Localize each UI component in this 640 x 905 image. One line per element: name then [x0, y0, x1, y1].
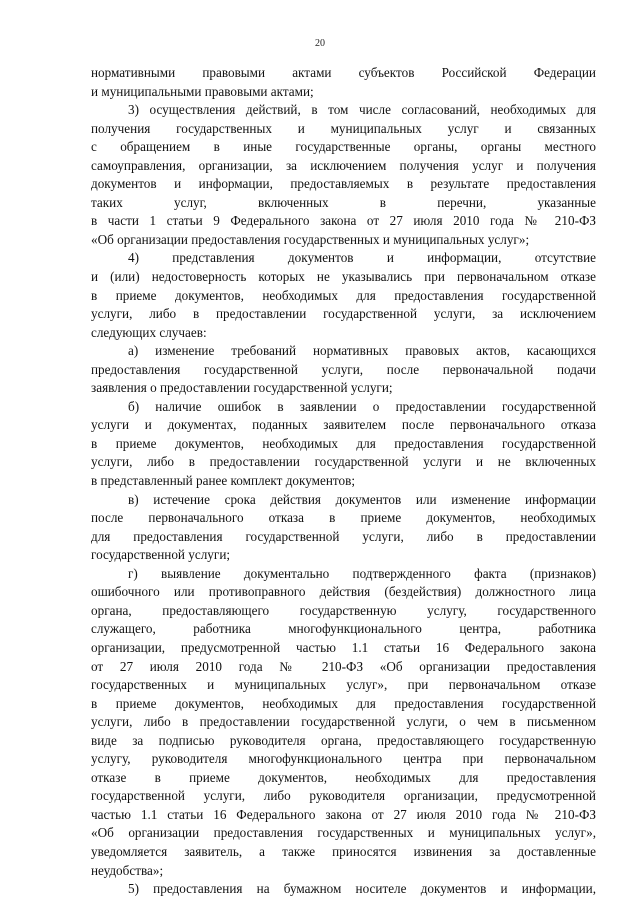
text-line: предоставления государственной услуги, после первоначальной подачи: [91, 361, 596, 377]
text-line: уведомляется заявитель, а также приносятся извинения за доставленные: [91, 843, 596, 859]
text-line: «Об организации предоставления государственных и муниципальных услуг»,: [91, 825, 596, 841]
page-number: 20: [315, 38, 325, 49]
text-line: в представленный ранее комплект документов;: [91, 473, 355, 489]
text-line: а) изменение требований нормативных правовых актов, касающихся: [128, 343, 596, 359]
text-line: получения государственных и муниципальных услуг и связанных: [91, 120, 596, 136]
text-line: ошибочного или противоправного действия (бездействия) должностного лица: [91, 584, 596, 600]
text-line: частью 1.1 статьи 16 Федерального закона от 27 июля 2010 года № 210-ФЗ: [91, 806, 596, 822]
text-line: и (или) недостоверность которых не указывались при первоначальном отказе: [91, 269, 596, 285]
text-line: органа, предоставляющего государственную услугу, государственного: [91, 602, 596, 618]
text-line: виде за подписью руководителя органа, предоставляющего государственную: [91, 732, 596, 748]
text-line: г) выявление документально подтвержденного факта (признаков): [128, 565, 596, 581]
text-line: документов и информации, предоставляемых в результате предоставления: [91, 176, 596, 192]
text-line: государственной услуги;: [91, 547, 231, 563]
text-line: в приеме документов, необходимых для предоставления государственной: [91, 695, 596, 711]
text-line: следующих случаев:: [91, 324, 207, 340]
text-line: б) наличие ошибок в заявлении о предоставлении государственной: [128, 398, 596, 414]
text-line: услугу, руководителя многофункционального центра при первоначальном: [91, 751, 596, 767]
text-line: в части 1 статьи 9 Федерального закона от 27 июля 2010 года № 210-ФЗ: [91, 213, 596, 229]
text-line: в приеме документов, необходимых для предоставления государственной: [91, 287, 596, 303]
document-body: [91, 64, 596, 899]
text-line: в приеме документов, необходимых для предоставления государственной: [91, 435, 596, 451]
text-line: нормативными правовыми актами субъектов Российской Федерации: [91, 65, 596, 80]
text-line: таких услуг, включенных в перечни, указанные: [91, 194, 596, 210]
text-line: для предоставления государственной услуги, либо в предоставлении: [91, 528, 596, 544]
text-line: организации, предусмотренной частью 1.1 статьи 16 Федерального закона: [91, 639, 596, 655]
text-line: услуги, либо в предоставлении государственной услуги, о чем в письменном: [91, 714, 596, 730]
text-line: неудобства»;: [91, 862, 164, 878]
text-line: 4) представления документов и информации, отсутствие: [128, 250, 596, 266]
text-line: 3) осуществления действий, в том числе согласований, необходимых для: [128, 102, 596, 118]
text-line: услуги, либо в предоставлении государственной услуги, за исключением: [91, 306, 596, 322]
text-line: «Об организации предоставления государственных и муниципальных услуг»;: [91, 231, 530, 247]
text-line: самоуправления, организации, за исключением получения услуг и получения: [91, 157, 596, 173]
text-line: государственных и муниципальных услуг», при первоначальном отказе: [91, 677, 596, 693]
text-line: отказе в приеме документов, необходимых для предоставления: [91, 769, 596, 785]
text-line: от 27 июля 2010 года № 210-ФЗ «Об организации предоставления: [91, 658, 596, 674]
text-line: служащего, работника многофункционального центра, работника: [91, 621, 596, 637]
text-line: с обращением в иные государственные органы, органы местного: [91, 139, 596, 155]
text-line: заявления о предоставлении государственной услуги;: [91, 380, 393, 396]
text-line: и муниципальными правовыми актами;: [91, 83, 314, 99]
text-line: после первоначального отказа в приеме документов, необходимых: [91, 510, 596, 526]
text-line: в) истечение срока действия документов или изменение информации: [128, 491, 596, 507]
text-line: услуги и документах, поданных заявителем после первоначального отказа: [91, 417, 596, 433]
text-line: услуги, либо в предоставлении государственной услуги и не включенных: [91, 454, 596, 470]
text-line: 5) предоставления на бумажном носителе документов и информации,: [128, 881, 596, 897]
text-line: государственной услуги, либо руководителя организации, предусмотренной: [91, 788, 596, 804]
